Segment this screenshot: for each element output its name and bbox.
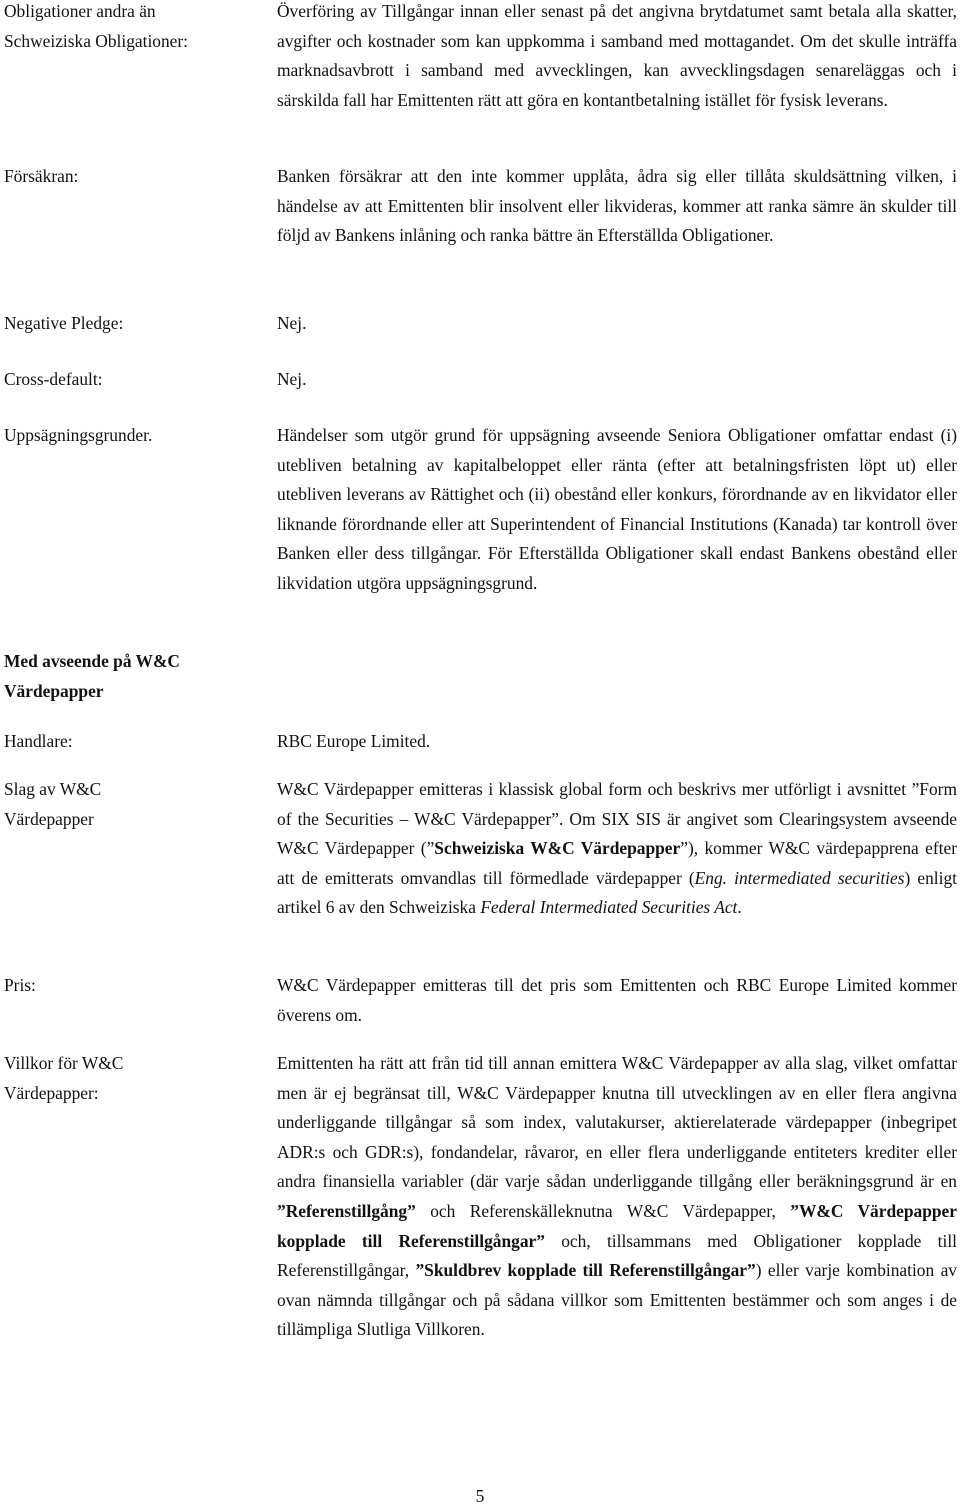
term-referenstillgang: ”Referenstillgång” (277, 1200, 416, 1221)
text-uppsagning: Händelser som utgör grund för uppsägning avseende Seniora Obligationer omfattar endast (i) utebliven betalning av kapitalbeloppet eller ränta (efter att betalningsfristen löpt ut) eller utebliven leverans av Rättighet och (ii) obestånd eller konkurs, förordnande av en likvidator eller liknande förordnande eller att Superintendent of Financial Institutions (Kanada) tar kontroll över Banken eller dess tillgångar. För Efterställda Obligationer skall endast Bankens obestånd eller likvidation utgöra uppsägningsgrund. (277, 425, 957, 593)
text-slag (277, 775, 957, 923)
text-forsakran: Banken försäkrar att den inte kommer upplåta, ådra sig eller tillåta skuldsättning vilken, i händelse av att Emittenten blir insolvent eller likvideras, kommer att ranka sämre än skulder till följd av Bankens inlåning och ranka bättre än Efterställda Obligationer. (277, 166, 957, 246)
text-slag-part4: . (737, 897, 742, 918)
term-fisa: Federal Intermediated Securities Act (480, 897, 738, 918)
label-pris: Pris: (4, 975, 36, 995)
text-negative-pledge: Nej. (277, 313, 307, 333)
text-villkor-part1: Emittenten ha rätt att från tid till annan emittera W&C Värdepapper av alla slag, vilket omfattar men är ej begränsat till, W&C Värdepapper knutna till utvecklingen av en eller flera angivna underliggande tillgångar så som index, valutakurser, aktierelaterade värdepapper (inbegripet ADR:s och GDR:s), fondandelar, råvaror, en eller flera underliggande entiteters krediter eller andra finansiella variabler (där varje sådan underliggande tillgång eller beräkningsgrund är en (277, 1053, 957, 1192)
term-wc-kopplade: ”W&C Värdepapper kopplade till Referenstillgångar” (277, 1200, 957, 1251)
label-villkor: Villkor för W&C Värdepapper: (4, 1053, 124, 1103)
text-slag-part3: ) enligt artikel 6 av den Schweiziska (277, 867, 957, 918)
text-obligationer: Överföring av Tillgångar innan eller senast på det angivna brytdatumet samt betala alla skatter, avgifter och kostnader som kan uppkomma i samband med mottagandet. Om det skulle inträffa marknadsavbrott i samband med avvecklingen, kan avvecklingsdagen senareläggas och i särskilda fall har Emittenten rätt att göra en kontantbetalning istället för fysisk leverans. (277, 1, 957, 110)
label-slag: Slag av W&C Värdepapper (4, 779, 102, 829)
section-heading: Med avseende på W&C Värdepapper (4, 651, 180, 701)
term-intermediated: Eng. intermediated securities (694, 867, 905, 888)
text-villkor-part3: och, tillsammans med Obligationer kopplade till Referenstillgångar, (277, 1230, 957, 1281)
label-cross-default: Cross-default: (4, 369, 103, 389)
page-number: 5 (475, 1486, 485, 1506)
text-slag-part2: ”), kommer W&C värdepapprena efter att de emitterats omvandlas till förmedlade värdepapper ( (277, 838, 957, 888)
label-forsakran: Försäkran: (4, 166, 79, 186)
label-handlare: Handlare: (4, 731, 73, 751)
label-obligationer: Obligationer andra än Schweiziska Obligationer: (4, 1, 189, 51)
text-villkor (277, 1049, 957, 1345)
text-villkor-part4: ) eller varje kombination av ovan nämnda tillgångar och på sådana villkor som Emittenten bestämmer och som anges i de tillämpliga Slutliga Villkoren. (277, 1260, 957, 1340)
text-villkor-part2: och Referenskälleknutna W&C Värdepapper, (415, 1200, 791, 1221)
text-cross-default: Nej. (277, 369, 307, 389)
term-skuldbrev-kopplade: ”Skuldbrev kopplade till Referenstillgångar” (415, 1260, 756, 1281)
text-handlare: RBC Europe Limited. (277, 731, 431, 751)
text-slag-part1: W&C Värdepapper emitteras i klassisk global form och beskrivs mer utförligt i avsnittet ”Form of the Securities – W&C Värdepapper”. Om SIX SIS är angivet som Clearingsystem avseende W&C Värdepapper (” (277, 779, 957, 859)
term-schweiziska-wc: Schweiziska W&C Värdepapper (434, 838, 681, 859)
text-pris: W&C Värdepapper emitteras till det pris som Emittenten och RBC Europe Limited kommer överens om. (277, 975, 957, 1025)
label-uppsagning: Uppsägningsgrunder. (4, 425, 153, 445)
label-negative-pledge: Negative Pledge: (4, 313, 124, 333)
